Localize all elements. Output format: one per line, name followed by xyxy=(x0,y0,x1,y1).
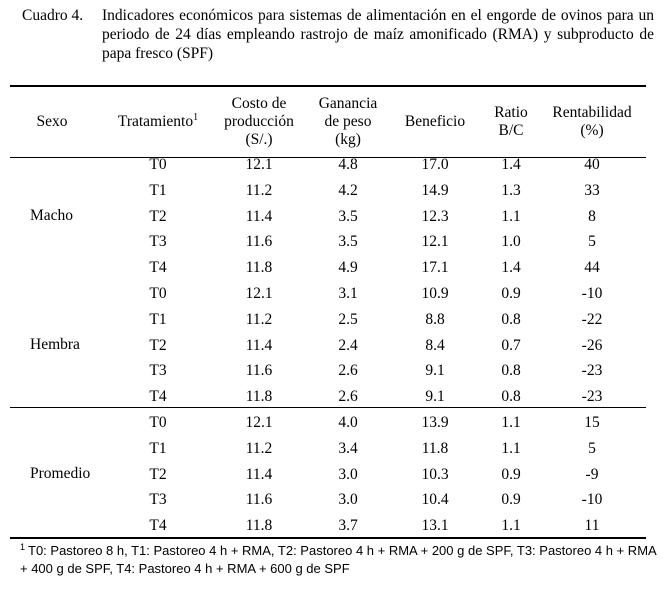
table-cell-ganancia: 2.4 xyxy=(338,336,358,354)
table-cell-ganancia: 2.5 xyxy=(338,310,358,328)
table-cell-tratamiento: T3 xyxy=(149,491,167,509)
table-cell-ratio: 1.0 xyxy=(501,233,521,251)
table-cell-ratio: 0.8 xyxy=(501,362,521,380)
table-cell-costo: 12.1 xyxy=(245,414,273,431)
table-top-rule xyxy=(10,85,646,87)
table-cell-tratamiento: T0 xyxy=(149,285,167,302)
table-cell-ganancia: 4.9 xyxy=(338,259,358,277)
table-cell-tratamiento: T3 xyxy=(149,233,167,251)
table-cell-ratio: 0.9 xyxy=(501,285,521,302)
table-cell-tratamiento: T1 xyxy=(149,439,167,457)
table-cell-tratamiento: T1 xyxy=(149,310,167,328)
table-cell-costo: 11.4 xyxy=(245,336,273,354)
table-cell-beneficio: 9.1 xyxy=(425,388,445,406)
table-cell-costo: 11.6 xyxy=(245,491,273,509)
table-cell-rentabilidad: 5 xyxy=(588,233,596,251)
table-cell-rentabilidad: 11 xyxy=(584,517,600,535)
table-cell-costo: 11.6 xyxy=(245,233,273,251)
table-cell-ratio: 1.1 xyxy=(501,517,521,535)
table-cell-costo: 11.8 xyxy=(245,388,273,406)
table-cell-costo: 11.8 xyxy=(245,517,273,535)
footnote-marker: 1 xyxy=(20,541,26,552)
table-cell-ratio: 0.8 xyxy=(501,388,521,406)
footnote-marker: 1 xyxy=(193,111,199,123)
table-footnote xyxy=(20,542,656,578)
sexo-group-label: Macho xyxy=(30,206,74,224)
table-cell-beneficio: 8.8 xyxy=(425,310,445,328)
table-cell-costo: 11.2 xyxy=(245,310,273,328)
table-cell-tratamiento: T4 xyxy=(149,388,167,406)
table-cell-rentabilidad: -26 xyxy=(581,336,603,354)
table-cell-beneficio: 10.4 xyxy=(421,491,449,509)
table-cell-costo: 11.8 xyxy=(245,259,273,277)
table-cell-costo: 12.1 xyxy=(245,285,273,302)
table-cell-ganancia: 4.2 xyxy=(338,181,358,199)
table-cell-rentabilidad: -23 xyxy=(581,388,603,406)
table-cell-beneficio: 9.1 xyxy=(425,362,445,380)
table-cell-rentabilidad: 44 xyxy=(584,259,600,277)
table-cell-rentabilidad: -10 xyxy=(581,285,603,302)
table-cell-tratamiento: T2 xyxy=(149,207,167,225)
sexo-group-label: Promedio xyxy=(30,464,91,482)
header-ratio: Ratio B/C xyxy=(494,104,528,139)
header-tratamiento: Tratamiento$^1$ xyxy=(117,111,199,130)
table-cell-tratamiento: T2 xyxy=(149,465,167,483)
table-cell-beneficio: 13.9 xyxy=(421,414,449,431)
table-cell-ganancia: 3.0 xyxy=(338,465,358,483)
table-cell-costo: 11.2 xyxy=(245,181,273,199)
footnote-text: T0: Pastoreo 8 h, T1: Pastoreo 4 h + RMA, T2: Pastoreo 4 h + RMA + 200 g de SPF, T3: Pastoreo 4 h + RMA + 400 g de SPF, T4: Pastoreo 4 h + RMA + 600 g de SPF xyxy=(20,543,656,576)
table-cell-ganancia: 3.0 xyxy=(338,491,358,509)
table-cell-rentabilidad: -10 xyxy=(581,491,603,509)
table-cell-rentabilidad: 40 xyxy=(584,156,600,173)
table-cell-ratio: 1.4 xyxy=(501,259,521,277)
table-cell-beneficio: 12.3 xyxy=(421,207,449,225)
sexo-group-label: Hembra xyxy=(30,335,80,353)
table-cell-beneficio: 17.1 xyxy=(421,259,449,277)
table-cell-rentabilidad: -22 xyxy=(581,310,603,328)
table-cell-ganancia: 4.8 xyxy=(338,156,358,173)
header-costo: Costo de producción (S/.) xyxy=(224,95,294,148)
table-cell-ganancia: 4.0 xyxy=(338,414,358,431)
table-cell-beneficio: 14.9 xyxy=(421,181,449,199)
table-cell-ratio: 1.1 xyxy=(501,414,521,431)
table-cell-ratio: 1.1 xyxy=(501,439,521,457)
table-cell-beneficio: 8.4 xyxy=(425,336,445,354)
table-cell-ganancia: 3.5 xyxy=(338,233,358,251)
table-cell-ratio: 1.1 xyxy=(501,207,521,225)
table-cell-costo: 11.2 xyxy=(245,439,273,457)
table-cell-tratamiento: T2 xyxy=(149,336,167,354)
header-sexo: Sexo xyxy=(36,113,68,130)
table-cell-costo: 11.6 xyxy=(245,362,273,380)
caption-text: Indicadores económicos para sistemas de alimentación en el engorde de ovinos para un periodo de 24 días empleando rastrojo de maíz amonificado (RMA) y subproducto de papa fresco (SPF) xyxy=(102,7,654,62)
table-cell-ratio: 0.9 xyxy=(501,491,521,509)
table-cell-tratamiento: T1 xyxy=(149,181,167,199)
table-cell-tratamiento: T0 xyxy=(149,414,167,431)
header-ganancia: Ganancia de peso (kg) xyxy=(318,95,378,148)
table-cell-beneficio: 13.1 xyxy=(421,517,449,535)
table-cell-ratio: 1.4 xyxy=(501,156,521,173)
table-cell-ratio: 1.3 xyxy=(501,181,521,199)
table-cell-ganancia: 2.6 xyxy=(338,362,358,380)
table-cell-rentabilidad: -23 xyxy=(581,362,603,380)
table-cell-ratio: 0.8 xyxy=(501,310,521,328)
table-cell-ganancia: 3.4 xyxy=(338,439,358,457)
table-cell-rentabilidad: 5 xyxy=(588,439,596,457)
table-cell-tratamiento: T4 xyxy=(149,259,167,277)
table-cell-beneficio: 12.1 xyxy=(421,233,449,251)
table-cell-rentabilidad: -9 xyxy=(585,465,599,483)
table-cell-rentabilidad: 15 xyxy=(584,414,600,431)
table-cell-ganancia: 3.5 xyxy=(338,207,358,225)
header-beneficio: Beneficio xyxy=(404,113,466,130)
header-rentabilidad: Rentabilidad (%) xyxy=(552,104,632,139)
table-cell-ganancia: 3.1 xyxy=(338,285,358,302)
table-cell-ganancia: 3.7 xyxy=(338,517,358,535)
table-cell-rentabilidad: 33 xyxy=(584,181,600,199)
table-cell-ratio: 0.7 xyxy=(501,336,521,354)
caption-label: Cuadro 4. xyxy=(22,7,84,24)
table-cell-rentabilidad: 8 xyxy=(588,207,596,225)
table-cell-costo: 11.4 xyxy=(245,207,273,225)
table-cell-ganancia: 2.6 xyxy=(338,388,358,406)
table-cell-tratamiento: T3 xyxy=(149,362,167,380)
table-cell-costo: 11.4 xyxy=(245,465,273,483)
table-cell-ratio: 0.9 xyxy=(501,465,521,483)
table-cell-costo: 12.1 xyxy=(245,156,273,173)
table-cell-tratamiento: T0 xyxy=(149,156,167,173)
table-cell-beneficio: 10.9 xyxy=(421,285,449,302)
table-cell-beneficio: 11.8 xyxy=(421,439,449,457)
table-cell-beneficio: 17.0 xyxy=(421,156,449,173)
table-cell-tratamiento: T4 xyxy=(149,517,167,535)
table-cell-beneficio: 10.3 xyxy=(421,465,449,483)
